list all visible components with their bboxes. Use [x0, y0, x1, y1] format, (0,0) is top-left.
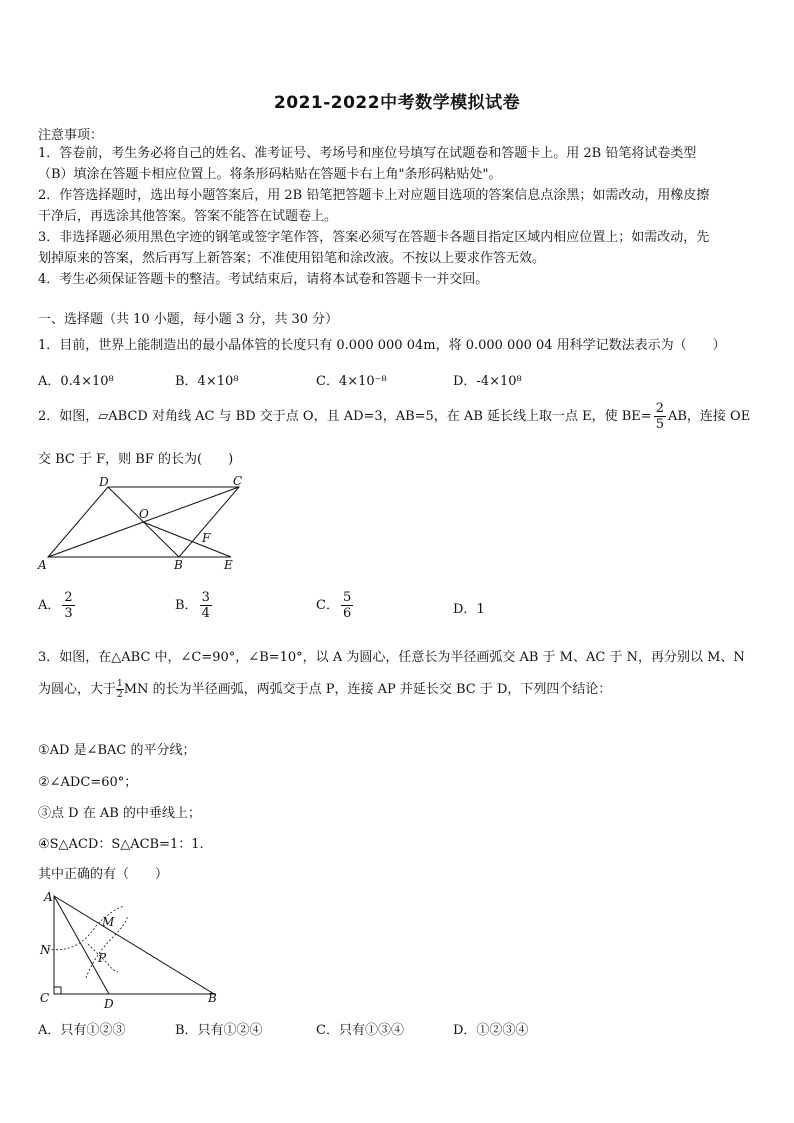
q1-option-c: C．4×10⁻⁸	[316, 374, 387, 389]
label-p: P	[98, 951, 107, 965]
label-b: B	[174, 558, 183, 572]
triangle-abc	[54, 896, 214, 994]
segment-oe	[143, 522, 231, 557]
q2-option-c	[316, 590, 355, 621]
q3-stem-part-b: MN 的长为半径画弧，两弧交于点 P，连接 AP 并延长交 BC 于 D，下列四个结论：	[123, 682, 612, 697]
q3-conclusion-4: ④S△ACD：S△ACB=1：1.	[38, 837, 204, 852]
triangle-figure	[36, 886, 226, 1012]
q2-fraction	[654, 401, 666, 432]
q3-half-num: 1	[117, 679, 123, 689]
q3-option-b: B．只有①②④	[175, 1023, 263, 1038]
q3-conclusion-2: ②∠ADC=60°；	[38, 775, 138, 790]
label-f: F	[202, 531, 211, 545]
q3-conclusion-3: ③点 D 在 AB 的中垂线上；	[38, 806, 201, 821]
segment-ad	[54, 896, 109, 994]
q2-stem-part2: AB，连接 OE	[667, 409, 751, 424]
q3-stem-part-a: 为圆心，大于	[38, 682, 117, 697]
q2-option-c-label: C．	[316, 598, 339, 613]
label-a: A	[38, 558, 47, 572]
label-d: D	[104, 997, 114, 1011]
q2-option-c-den: 6	[342, 606, 352, 621]
q2-option-d	[453, 598, 485, 617]
q3-conclusion-1: ①AD 是∠BAC 的平分线；	[38, 743, 196, 758]
label-c: C	[40, 991, 50, 1005]
question-3-stem-line2	[38, 678, 611, 700]
label-d: D	[99, 475, 109, 489]
q3-option-a: A．只有①②③	[38, 1023, 126, 1038]
label-n: N	[40, 943, 51, 957]
notice-line: 4．考生必须保证答题卡的整洁。考试结束后，请将本试卷和答题卡一并交回。	[38, 272, 489, 287]
q2-option-b-num: 3	[201, 590, 210, 605]
q1-option-d: D．-4×10⁸	[453, 374, 522, 389]
q2-option-a-num: 2	[64, 590, 73, 605]
q3-half-den: 2	[117, 690, 123, 700]
label-e: E	[224, 558, 233, 572]
q2-option-b-den: 4	[201, 606, 210, 621]
q2-option-a	[38, 590, 77, 621]
q2-option-a-label: A．	[38, 598, 61, 613]
q1-option-a: A．0.4×10⁸	[38, 374, 114, 389]
section-heading: 一、选择题（共 10 小题，每小题 3 分，共 30 分）	[38, 312, 339, 327]
q3-half-fraction	[116, 679, 124, 700]
notice-line: 1．答卷前，考生务必将自己的姓名、准考证号、考场号和座位号填写在试题卷和答题卡上。用 2B 铅笔将试卷类型	[38, 146, 697, 161]
q2-option-b	[175, 590, 214, 621]
q2-option-c-num: 5	[342, 590, 352, 605]
q3-option-d: D．①②③④	[453, 1023, 529, 1038]
question-1-stem: 1．目前，世界上能制造出的最小晶体管的长度只有 0.000 000 04m，将 0.000 000 04 用科学记数法表示为（ ）	[38, 338, 726, 353]
question-2-stem	[38, 401, 750, 432]
label-o: O	[139, 507, 149, 521]
q2-frac-den: 5	[655, 417, 664, 432]
label-a: A	[44, 890, 53, 904]
q3-option-c: C．只有①③④	[316, 1023, 404, 1038]
label-b: B	[208, 991, 217, 1005]
notice-line: （B）填涂在答题卡相应位置上。将条形码粘贴在答题卡右上角"条形码粘贴处"。	[38, 167, 502, 182]
right-angle-mark	[54, 987, 61, 994]
notice-line: 2．作答选择题时，选出每小题答案后，用 2B 铅笔把答题卡上对应题目选项的答案信息点涂黑；如需改动，用橡皮擦	[38, 188, 710, 203]
notice-line: 划掉原来的答案，然后再写上新答案；不准使用铅笔和涂改液。不按以上要求作答无效。	[38, 251, 546, 266]
notice-heading: 注意事项：	[38, 128, 104, 143]
q2-frac-num: 2	[655, 401, 664, 416]
q3-question: 其中正确的有（ ）	[38, 867, 169, 882]
label-m: M	[102, 915, 115, 929]
notice-line: 3．非选择题必须用黑色字迹的钢笔或签字笔作答，答案必须写在答题卡各题目指定区域内相应位置上；如需改动，先	[38, 230, 710, 245]
notice-line: 干净后，再选涂其他答案。答案不能答在试题卷上。	[38, 209, 338, 224]
question-3-stem-line1: 3．如图，在△ABC 中，∠C=90°，∠B=10°，以 A 为圆心，任意长为半径画弧交 AB 于 M、AC 于 N，再分别以 M、N	[38, 650, 745, 665]
q2-stem-part1: 2．如图，▱ABCD 对角线 AC 与 BD 交于点 O，且 AD=3，AB=5，在 AB 延长线上取一点 E，使 BE=	[38, 409, 652, 424]
q2-option-b-label: B．	[175, 598, 198, 613]
parallelogram-figure	[36, 472, 248, 574]
q2-option-d-label: D．	[453, 602, 477, 617]
q1-option-b: B．4×10⁸	[175, 374, 239, 389]
q2-option-a-den: 3	[64, 606, 73, 621]
label-c: C	[233, 474, 243, 488]
page-title: 2021-2022中考数学模拟试卷	[273, 93, 521, 113]
question-2-stem-line2: 交 BC 于 F，则 BF 的长为( )	[38, 452, 234, 467]
q2-option-d-text: 1	[476, 602, 485, 617]
